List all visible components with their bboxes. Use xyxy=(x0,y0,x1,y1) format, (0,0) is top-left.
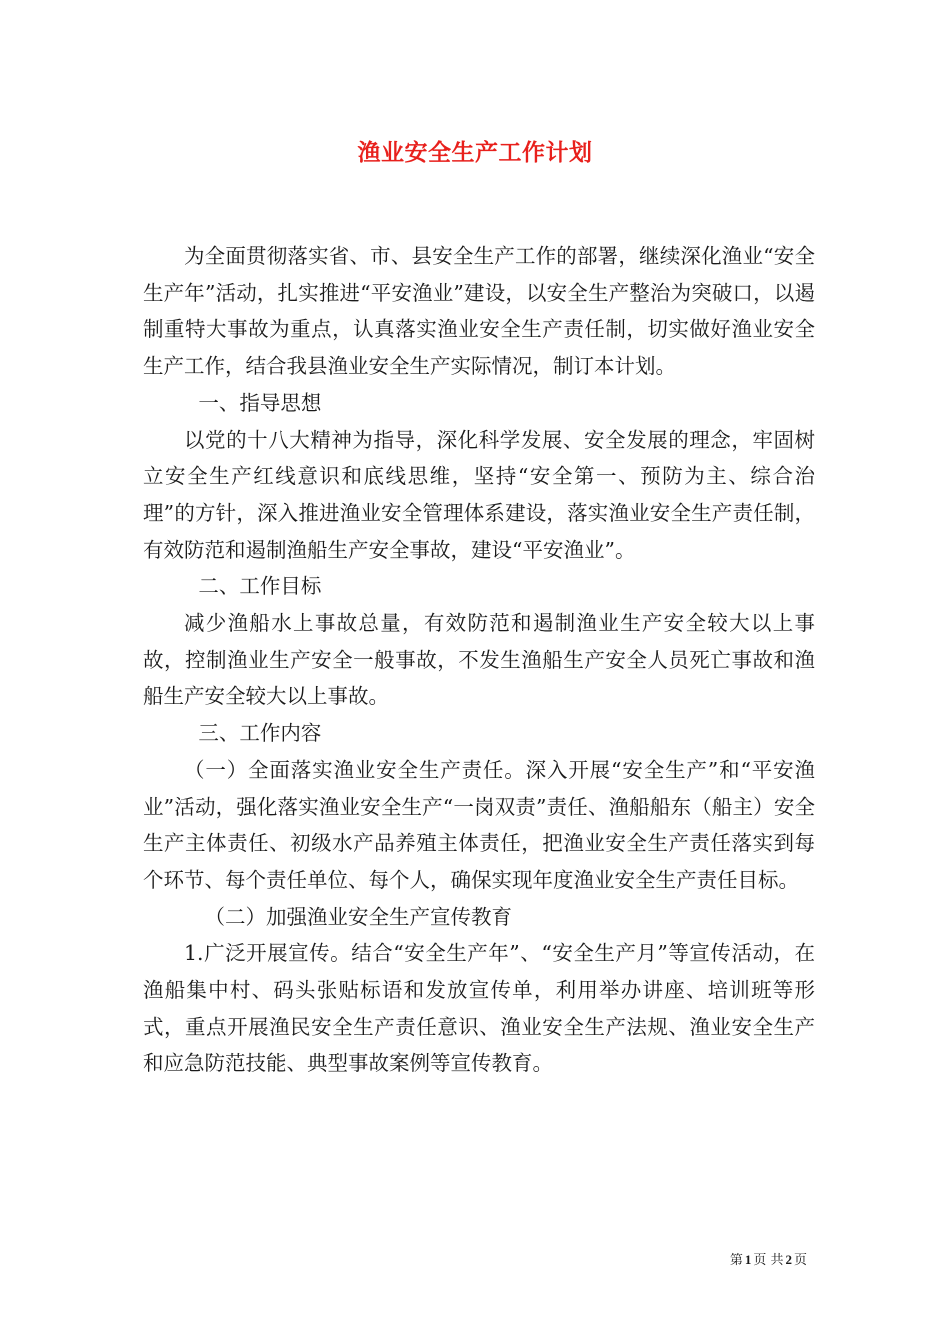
section-heading: 二、工作目标 xyxy=(198,574,322,599)
page-number xyxy=(730,1249,807,1268)
subsection-heading: （二）加强渔业安全生产宣传教育 xyxy=(204,904,512,929)
total-pages: 2 xyxy=(785,1252,792,1267)
current-page: 1 xyxy=(744,1252,752,1267)
body-paragraph: 减少渔船水上事故总量，有效防范和遏制渔业生产安全较大以上事故，控制渔业生产安全一般事故，不发生渔船生产安全人员死亡事故和渔船生产安全较大以上事故。 xyxy=(143,611,815,709)
body-paragraph: 以党的十八大精神为指导，深化科学发展、安全发展的理念，牢固树立安全生产红线意识和底线思维，坚持“安全第一、预防为主、综合治理”的方针，深入推进渔业安全管理体系建设，落实渔业安全生产责任制，有效防范和遏制渔船生产安全事故，建设“平安渔业”。 xyxy=(143,427,815,562)
document-body xyxy=(143,238,815,1082)
page-prefix: 第 xyxy=(729,1253,743,1268)
body-paragraph: 1.广泛开展宣传。结合“安全生产年”、“安全生产月”等宣传活动，在渔船集中村、码头张贴标语和发放宣传单，利用举办讲座、培训班等形式，重点开展渔民安全生产责任意识、渔业安全生产法规、渔业安全生产和应急防范技能、典型事故案例等宣传教育。 xyxy=(143,941,815,1076)
document-title: 渔业安全生产工作计划 xyxy=(357,139,593,166)
section-heading: 一、指导思想 xyxy=(198,390,322,415)
section-heading: 三、工作内容 xyxy=(198,721,322,746)
intro-paragraph: 为全面贯彻落实省、市、县安全生产工作的部署，继续深化渔业“安全生产年”活动，扎实推进“平安渔业”建设，以安全生产整治为突破口，以遏制重特大事故为重点，认真落实渔业安全生产责任制，切实做好渔业安全生产工作，结合我县渔业安全生产实际情况，制订本计划。 xyxy=(143,244,815,379)
page-middle: 页 共 xyxy=(753,1253,784,1268)
body-paragraph: （一）全面落实渔业安全生产责任。深入开展“安全生产”和“平安渔业”活动，强化落实渔业安全生产“一岗双责”责任、渔船船东（船主）安全生产主体责任、初级水产品养殖主体责任，把渔业安全生产责任落实到每个环节、每个责任单位、每个人，确保实现年度渔业安全生产责任目标。 xyxy=(143,757,815,892)
page-suffix: 页 xyxy=(793,1253,807,1268)
